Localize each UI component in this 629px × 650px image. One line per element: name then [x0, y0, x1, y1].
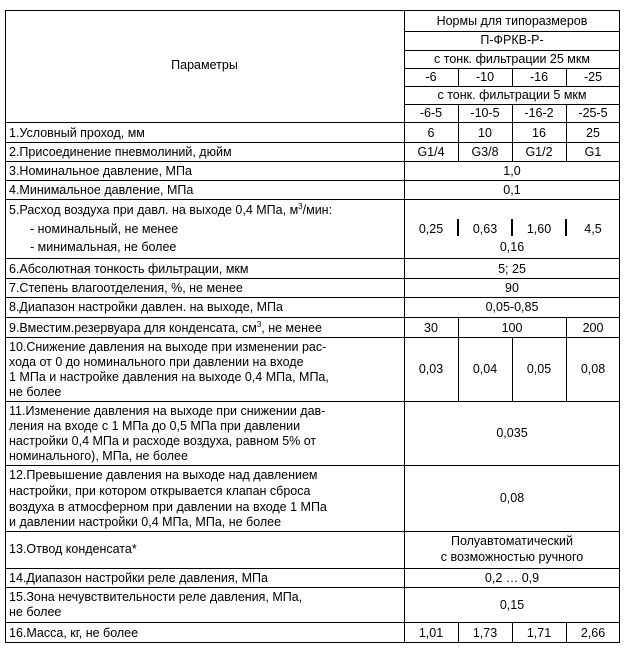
row-label-text: , не менее — [261, 321, 322, 335]
header-size: -16-2 — [524, 106, 554, 120]
header-size: -10-5 — [470, 106, 500, 120]
header-filtration-5: с тонк. фильтрации 5 мкм — [437, 88, 587, 102]
row-label-line: ления на входе с 1 МПа до 0,5 МПа при давлении — [9, 419, 301, 433]
table-border-left — [5, 10, 6, 642]
cell-value-line: Полуавтоматический — [450, 534, 574, 548]
row-line — [5, 122, 620, 123]
superscript: 3 — [298, 202, 303, 211]
row-line — [5, 401, 620, 402]
row-label-line: хода от 0 до номинального при давлении на входе — [9, 355, 304, 369]
row-line — [5, 142, 620, 143]
row-label-line: настройки, при котором открывается клапан сброса — [9, 484, 311, 498]
row-label-line: 11.Изменение давления на выходе при снижении дав- — [9, 404, 326, 418]
row-label: 4.Минимальное давление, МПа — [9, 183, 194, 197]
row-label: 2.Присоединение пневмолиний, дюйм — [9, 145, 232, 159]
row-label-line: 10.Снижение давления на выходе при изменении рас- — [9, 340, 327, 354]
header-size: -6-5 — [419, 106, 443, 120]
cell-value: 0,1 — [503, 183, 521, 197]
row-sublabel: - минимальная, не более — [30, 240, 177, 254]
row-line — [5, 587, 620, 588]
row-sublabel: - номинальный, не менее — [30, 222, 179, 236]
row-label: 8.Диапазон настройки давлен. на выходе, МПа — [9, 300, 283, 314]
row-line — [5, 465, 620, 466]
cell-value: 0,04 — [472, 362, 498, 376]
row-label — [9, 321, 322, 336]
header-size: -16 — [529, 70, 549, 84]
row-line — [5, 642, 620, 643]
row-label-line: 15.Зона нечувствительности реле давления, МПа, — [9, 590, 303, 604]
header-norms: Нормы для типоразмеров — [436, 14, 588, 28]
row-label: 1.Условный проход, мм — [9, 126, 145, 140]
cell-value: G1/4 — [417, 145, 445, 159]
cell-value: 1,71 — [526, 626, 552, 640]
cell-value: 0,63 — [472, 222, 498, 236]
cell-value: 5; 25 — [498, 262, 526, 276]
row-line — [5, 180, 620, 181]
cell-value: G3/8 — [471, 145, 499, 159]
row-label-line: 12.Превышение давления на выходе над давлением — [9, 468, 318, 482]
header-size: -10 — [475, 70, 495, 84]
cell-value: 0,2 … 0,9 — [484, 571, 540, 585]
cell-value: 0,15 — [499, 598, 525, 612]
row-label-text: 9.Вместим.резервуара для конденсата, см — [9, 321, 257, 335]
cell-value: 0,05 — [526, 362, 552, 376]
cell-value: 25 — [586, 126, 600, 140]
row-label: 16.Масса, кг, не более — [9, 626, 139, 640]
cell-value: 16 — [532, 126, 546, 140]
cell-value: 1,0 — [503, 164, 521, 178]
row-line — [404, 31, 620, 32]
header-size: -6 — [425, 70, 437, 84]
row-line — [5, 337, 620, 338]
cell-value: 4,5 — [584, 222, 602, 236]
cell-value: 0,08 — [580, 362, 606, 376]
cell-value: 10 — [478, 126, 492, 140]
cell-value: 0,05-0,85 — [485, 300, 539, 314]
header-size: -25 — [583, 70, 603, 84]
row-line — [5, 161, 620, 162]
row-label-line: 1 МПа и настройке давления на выходе 0,4 МПа, МПа, — [9, 370, 329, 384]
cell-value: 100 — [501, 321, 523, 335]
row-line — [5, 531, 620, 532]
row-label: 7.Степень влагоотделения, %, не менее — [9, 281, 243, 295]
header-size: -25-5 — [578, 106, 608, 120]
row-line — [404, 50, 620, 51]
row-label: 14.Диапазон настройки реле давления, МПа — [9, 571, 268, 585]
cell-value: G1 — [584, 145, 602, 159]
row-line — [404, 86, 620, 87]
row-line — [5, 317, 620, 318]
cell-value: 200 — [582, 321, 604, 335]
cell-value: 0,16 — [499, 240, 525, 254]
header-params: Параметры — [171, 58, 238, 72]
row-label: 13.Отвод конденсата* — [9, 542, 137, 556]
row-label-line: и давлении настройки 0,4 МПа, МПа, не более — [9, 515, 282, 529]
cell-value: 1,73 — [472, 626, 498, 640]
header-filtration-25: с тонк. фильтрации 25 мкм — [434, 52, 590, 66]
cell-value: 0,08 — [499, 491, 525, 505]
row-label-text: /мин: — [302, 203, 333, 217]
row-label-line: не более — [9, 605, 62, 619]
cell-value: 6 — [427, 126, 435, 140]
row-line — [5, 278, 620, 279]
row-line — [5, 568, 620, 569]
cell-value: 2,66 — [580, 626, 606, 640]
row-label: 3.Номинальное давление, МПа — [9, 164, 192, 178]
row-label-line: номинального), МПа, не более — [9, 449, 188, 463]
row-label-line: не более — [9, 385, 62, 399]
row-line — [5, 10, 620, 11]
row-label-line: настройки 0,4 МПа и расходе воздуха, равном 5% от — [9, 434, 317, 448]
cell-value-line: с возможностью ручного — [440, 550, 584, 564]
cell-value: 30 — [424, 321, 438, 335]
row-label-text: 5.Расход воздуха при давл. на выходе 0,4 МПа, м — [9, 203, 299, 217]
row-line — [5, 258, 620, 259]
row-label: 6.Абсолютная тонкость фильтрации, мкм — [9, 262, 249, 276]
superscript: 3 — [256, 320, 262, 329]
cell-value: 90 — [505, 281, 519, 295]
cell-value: 0,035 — [496, 426, 528, 440]
row-line — [5, 622, 620, 623]
row-line — [5, 199, 620, 200]
cell-value: 1,60 — [526, 222, 552, 236]
row-label-line: воздуха в атмосферном при давлении на входе 1 МПа — [9, 500, 327, 514]
header-model: П-ФРКВ-Р- — [480, 33, 544, 47]
cell-value: G1/2 — [525, 145, 553, 159]
row-label — [9, 203, 332, 218]
cell-value: 1,01 — [418, 626, 444, 640]
cell-value: 0,03 — [418, 362, 444, 376]
row-line — [5, 297, 620, 298]
cell-value: 0,25 — [418, 222, 444, 236]
